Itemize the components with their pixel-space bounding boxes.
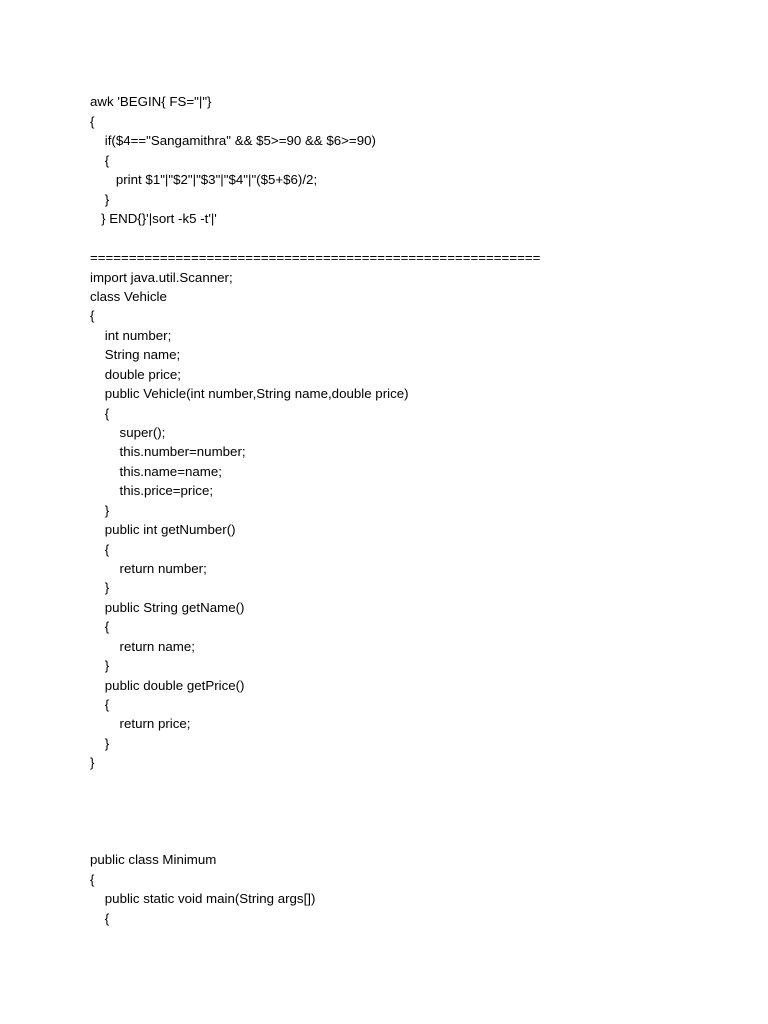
code-line: } [90,192,110,207]
separator-line: ========================================================== [90,250,541,265]
code-line: double price; [90,367,181,382]
code-line: return price; [90,716,191,731]
code-line: public int getNumber() [90,522,236,537]
code-line: print $1"|"$2"|"$3"|"$4"|"($5+$6)/2; [90,172,318,187]
code-line: } [90,755,95,770]
code-line: this.price=price; [90,483,214,498]
code-line: super(); [90,425,166,440]
code-line: int number; [90,328,172,343]
code-line: public double getPrice() [90,678,245,693]
code-line: { [90,114,95,129]
code-line: } END{}'|sort -k5 -t'|' [90,211,217,226]
code-line: } [90,736,110,751]
code-line: } [90,580,110,595]
code-line: { [90,872,95,887]
code-line: { [90,153,110,168]
code-line: awk 'BEGIN{ FS="|"} [90,94,212,109]
code-line: String name; [90,347,181,362]
code-line: public static void main(String args[]) [90,891,316,906]
code-line: import java.util.Scanner; [90,270,233,285]
code-line: { [90,406,110,421]
code-line: return number; [90,561,207,576]
code-line: { [90,911,110,926]
code-line: return name; [90,639,195,654]
code-line: } [90,503,110,518]
code-line: { [90,697,110,712]
code-line: public Vehicle(int number,String name,double price) [90,386,409,401]
code-line: if($4=="Sangamithra" && $5>=90 && $6>=90) [90,133,376,148]
code-line: class Vehicle [90,289,167,304]
code-line: this.number=number; [90,444,246,459]
code-line: this.name=name; [90,464,222,479]
code-line: { [90,619,110,634]
code-line: { [90,308,95,323]
code-line: { [90,542,110,557]
code-line: public class Minimum [90,852,217,867]
code-line: } [90,658,110,673]
code-line: public String getName() [90,600,245,615]
